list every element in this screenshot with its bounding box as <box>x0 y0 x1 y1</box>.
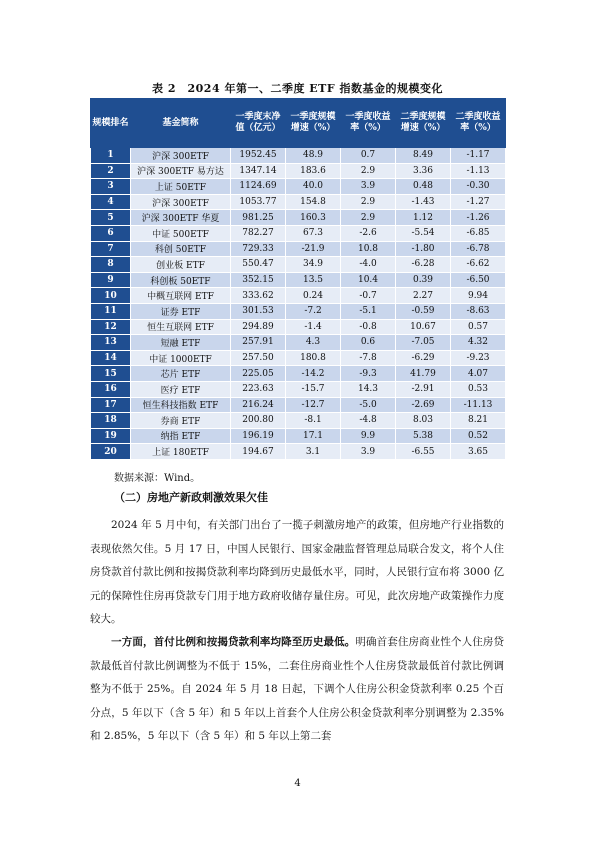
cell-q1-growth: -7.2 <box>286 303 341 319</box>
cell-fund-name: 纳指 ETF <box>131 428 231 444</box>
cell-q2-return: -1.17 <box>451 148 506 164</box>
cell-q2-growth: -1.43 <box>396 194 451 210</box>
cell-q1-nav: 782.27 <box>231 225 286 241</box>
cell-q1-nav: 981.25 <box>231 210 286 226</box>
cell-fund-name: 创业板 ETF <box>131 257 231 273</box>
cell-q1-growth: 154.8 <box>286 194 341 210</box>
cell-q2-growth: -2.91 <box>396 381 451 397</box>
cell-rank: 8 <box>91 257 131 273</box>
cell-fund-name: 沪深 300ETF <box>131 194 231 210</box>
cell-q2-return: 4.07 <box>451 366 506 382</box>
table-row <box>91 179 506 195</box>
section-heading: （二）房地产新政刺激效果欠佳 <box>114 491 268 504</box>
cell-q1-return: -0.7 <box>341 288 396 304</box>
cell-q2-growth: 0.48 <box>396 179 451 195</box>
cell-q2-return: 9.94 <box>451 288 506 304</box>
cell-fund-name: 短融 ETF <box>131 335 231 351</box>
header-q1-growth: 一季度规模增速（%） <box>286 99 341 148</box>
cell-q2-growth: 1.12 <box>396 210 451 226</box>
table-row <box>91 194 506 210</box>
cell-rank: 15 <box>91 366 131 382</box>
table-row <box>91 163 506 179</box>
cell-q2-growth: 0.39 <box>396 272 451 288</box>
cell-rank: 13 <box>91 335 131 351</box>
cell-fund-name: 恒生科技指数 ETF <box>131 397 231 413</box>
cell-fund-name: 沪深 300ETF <box>131 148 231 164</box>
cell-q1-growth: -21.9 <box>286 241 341 257</box>
cell-q1-nav: 352.15 <box>231 272 286 288</box>
cell-q2-growth: -2.69 <box>396 397 451 413</box>
cell-rank: 2 <box>91 163 131 179</box>
table-header-row <box>91 99 506 148</box>
cell-fund-name: 沪深 300ETF 华夏 <box>131 210 231 226</box>
cell-fund-name: 沪深 300ETF 易方达 <box>131 163 231 179</box>
header-q2-growth: 二季度规模增速（%） <box>396 99 451 148</box>
paragraph-2 <box>90 631 504 749</box>
cell-q2-growth: -7.05 <box>396 335 451 351</box>
header-rank: 规模排名 <box>91 99 131 148</box>
cell-q2-return: -11.13 <box>451 397 506 413</box>
cell-q2-return: 8.21 <box>451 413 506 429</box>
cell-rank: 6 <box>91 225 131 241</box>
cell-q1-return: -5.0 <box>341 397 396 413</box>
cell-q2-return: -8.63 <box>451 303 506 319</box>
cell-q1-growth: 0.24 <box>286 288 341 304</box>
cell-q1-return: 2.9 <box>341 163 396 179</box>
paragraph-2-lead: 一方面，首付比例和按揭贷款利率均降至历史最低。 <box>111 636 356 648</box>
cell-q1-nav: 1347.14 <box>231 163 286 179</box>
cell-q2-growth: 8.03 <box>396 413 451 429</box>
cell-q1-return: 0.6 <box>341 335 396 351</box>
cell-q1-nav: 1952.45 <box>231 148 286 164</box>
cell-rank: 20 <box>91 444 131 460</box>
cell-rank: 17 <box>91 397 131 413</box>
cell-q2-return: -1.26 <box>451 210 506 226</box>
table-row <box>91 272 506 288</box>
cell-fund-name: 券商 ETF <box>131 413 231 429</box>
cell-fund-name: 中证 1000ETF <box>131 350 231 366</box>
cell-q2-growth: -1.80 <box>396 241 451 257</box>
cell-q1-growth: 160.3 <box>286 210 341 226</box>
cell-q1-growth: 180.8 <box>286 350 341 366</box>
cell-q1-return: -4.8 <box>341 413 396 429</box>
cell-rank: 7 <box>91 241 131 257</box>
cell-q1-growth: -12.7 <box>286 397 341 413</box>
cell-q2-return: 4.32 <box>451 335 506 351</box>
cell-q1-return: -5.1 <box>341 303 396 319</box>
cell-q1-growth: 48.9 <box>286 148 341 164</box>
cell-rank: 4 <box>91 194 131 210</box>
cell-rank: 3 <box>91 179 131 195</box>
cell-q2-growth: -6.29 <box>396 350 451 366</box>
cell-q2-return: -6.78 <box>451 241 506 257</box>
cell-q1-return: -4.0 <box>341 257 396 273</box>
cell-q2-return: -1.13 <box>451 163 506 179</box>
cell-q1-growth: 34.9 <box>286 257 341 273</box>
cell-q1-return: -0.8 <box>341 319 396 335</box>
cell-fund-name: 恒生互联网 ETF <box>131 319 231 335</box>
table-row <box>91 148 506 164</box>
cell-q1-growth: 17.1 <box>286 428 341 444</box>
table-row <box>91 210 506 226</box>
table-caption: 表 2 2024 年第一、二季度 ETF 指数基金的规模变化 <box>152 82 443 95</box>
cell-q2-return: 3.65 <box>451 444 506 460</box>
cell-q2-return: 0.53 <box>451 381 506 397</box>
cell-q2-growth: 10.67 <box>396 319 451 335</box>
table-row <box>91 303 506 319</box>
cell-q1-growth: -8.1 <box>286 413 341 429</box>
cell-q1-return: 14.3 <box>341 381 396 397</box>
table-row <box>91 241 506 257</box>
cell-q1-nav: 196.19 <box>231 428 286 444</box>
cell-fund-name: 科创板 50ETF <box>131 272 231 288</box>
cell-q2-growth: 2.27 <box>396 288 451 304</box>
table-row <box>91 319 506 335</box>
cell-q1-nav: 200.80 <box>231 413 286 429</box>
cell-q2-return: -9.23 <box>451 350 506 366</box>
header-fund-name: 基金简称 <box>131 99 231 148</box>
cell-q2-growth: 41.79 <box>396 366 451 382</box>
cell-q2-return: -6.50 <box>451 272 506 288</box>
table-row <box>91 397 506 413</box>
cell-q2-growth: 8.49 <box>396 148 451 164</box>
header-q2-return: 二季度收益率（%） <box>451 99 506 148</box>
table-row <box>91 257 506 273</box>
cell-q1-nav: 301.53 <box>231 303 286 319</box>
table-body <box>91 148 506 460</box>
table-row <box>91 225 506 241</box>
page-number: 4 <box>294 778 301 789</box>
cell-q1-return: 10.4 <box>341 272 396 288</box>
cell-q1-nav: 550.47 <box>231 257 286 273</box>
table-row <box>91 444 506 460</box>
cell-fund-name: 科创 50ETF <box>131 241 231 257</box>
cell-q1-growth: 3.1 <box>286 444 341 460</box>
header-q1-return: 一季度收益率（%） <box>341 99 396 148</box>
paragraph-1 <box>90 514 504 632</box>
table-row <box>91 428 506 444</box>
cell-q1-nav: 333.62 <box>231 288 286 304</box>
cell-q2-return: -0.30 <box>451 179 506 195</box>
cell-q1-nav: 729.33 <box>231 241 286 257</box>
cell-fund-name: 证券 ETF <box>131 303 231 319</box>
cell-q2-growth: -6.55 <box>396 444 451 460</box>
cell-q1-nav: 223.63 <box>231 381 286 397</box>
cell-fund-name: 上证 180ETF <box>131 444 231 460</box>
cell-q1-nav: 1124.69 <box>231 179 286 195</box>
table-row <box>91 413 506 429</box>
cell-q2-return: -6.62 <box>451 257 506 273</box>
table-row <box>91 350 506 366</box>
cell-q1-growth: 40.0 <box>286 179 341 195</box>
cell-fund-name: 中概互联网 ETF <box>131 288 231 304</box>
cell-rank: 12 <box>91 319 131 335</box>
table-row <box>91 366 506 382</box>
cell-rank: 19 <box>91 428 131 444</box>
cell-q2-return: 0.57 <box>451 319 506 335</box>
cell-q1-return: 9.9 <box>341 428 396 444</box>
cell-q1-return: -7.8 <box>341 350 396 366</box>
cell-q2-growth: -5.54 <box>396 225 451 241</box>
cell-q1-return: -2.6 <box>341 225 396 241</box>
cell-q1-growth: 13.5 <box>286 272 341 288</box>
cell-rank: 11 <box>91 303 131 319</box>
cell-q1-return: 3.9 <box>341 444 396 460</box>
cell-q1-growth: 4.3 <box>286 335 341 351</box>
cell-q2-growth: -6.28 <box>396 257 451 273</box>
cell-rank: 9 <box>91 272 131 288</box>
cell-q1-growth: 67.3 <box>286 225 341 241</box>
cell-rank: 18 <box>91 413 131 429</box>
cell-q1-nav: 194.67 <box>231 444 286 460</box>
cell-rank: 16 <box>91 381 131 397</box>
cell-q1-nav: 257.91 <box>231 335 286 351</box>
cell-q1-return: 3.9 <box>341 179 396 195</box>
cell-rank: 14 <box>91 350 131 366</box>
cell-q1-growth: -14.2 <box>286 366 341 382</box>
cell-q1-return: 10.8 <box>341 241 396 257</box>
cell-rank: 10 <box>91 288 131 304</box>
cell-q2-return: 0.52 <box>451 428 506 444</box>
cell-fund-name: 医疗 ETF <box>131 381 231 397</box>
cell-q1-growth: -15.7 <box>286 381 341 397</box>
table-row <box>91 288 506 304</box>
cell-q2-growth: 3.36 <box>396 163 451 179</box>
data-source: 数据来源：Wind。 <box>114 473 201 484</box>
cell-q1-nav: 225.05 <box>231 366 286 382</box>
cell-q1-return: 2.9 <box>341 194 396 210</box>
cell-q2-growth: -0.59 <box>396 303 451 319</box>
cell-q1-growth: 183.6 <box>286 163 341 179</box>
cell-q2-growth: 5.38 <box>396 428 451 444</box>
cell-rank: 1 <box>91 148 131 164</box>
paragraph-2-text: 明确首套住房商业性个人住房贷款最低首付款比例调整为不低于 15%，二套住房商业性个人住房贷款最低首付款比例调整为不低于 25%。自 2024 年 5 月 18 日起，下调个人住房公积金贷款利率 0.25 个百分点，5 年以下（含 5 年）和 5 年以上首套个人住房公积金贷款利率分别调整为 2.35%和 2.85%，5 年以下（含 5 年）和 5 年以上第二套 <box>90 636 505 742</box>
cell-q1-nav: 294.89 <box>231 319 286 335</box>
header-q1-nav: 一季度末净值（亿元） <box>231 99 286 148</box>
table-row <box>91 381 506 397</box>
cell-fund-name: 芯片 ETF <box>131 366 231 382</box>
table-row <box>91 335 506 351</box>
cell-q1-nav: 257.50 <box>231 350 286 366</box>
cell-q1-nav: 216.24 <box>231 397 286 413</box>
etf-table <box>90 98 506 460</box>
cell-q1-return: 2.9 <box>341 210 396 226</box>
cell-q1-return: 0.7 <box>341 148 396 164</box>
paragraph-1-text: 2024 年 5 月中旬，有关部门出台了一揽子刺激房地产的政策，但房地产行业指数的表现依然欠佳。5 月 17 日，中国人民银行、国家金融监督管理总局联合发文，将个人住房贷款首付款比例和按揭贷款利率均降到历史最低水平，同时，人民银行宣布将 3000 亿元的保障性住房再贷款专门用于地方政府收储存量住房。可见，此次房地产政策操作力度较大。 <box>90 519 504 625</box>
cell-q2-return: -1.27 <box>451 194 506 210</box>
cell-fund-name: 中证 500ETF <box>131 225 231 241</box>
cell-fund-name: 上证 50ETF <box>131 179 231 195</box>
cell-q1-nav: 1053.77 <box>231 194 286 210</box>
cell-q1-return: -9.3 <box>341 366 396 382</box>
cell-q1-growth: -1.4 <box>286 319 341 335</box>
cell-rank: 5 <box>91 210 131 226</box>
cell-q2-return: -6.85 <box>451 225 506 241</box>
